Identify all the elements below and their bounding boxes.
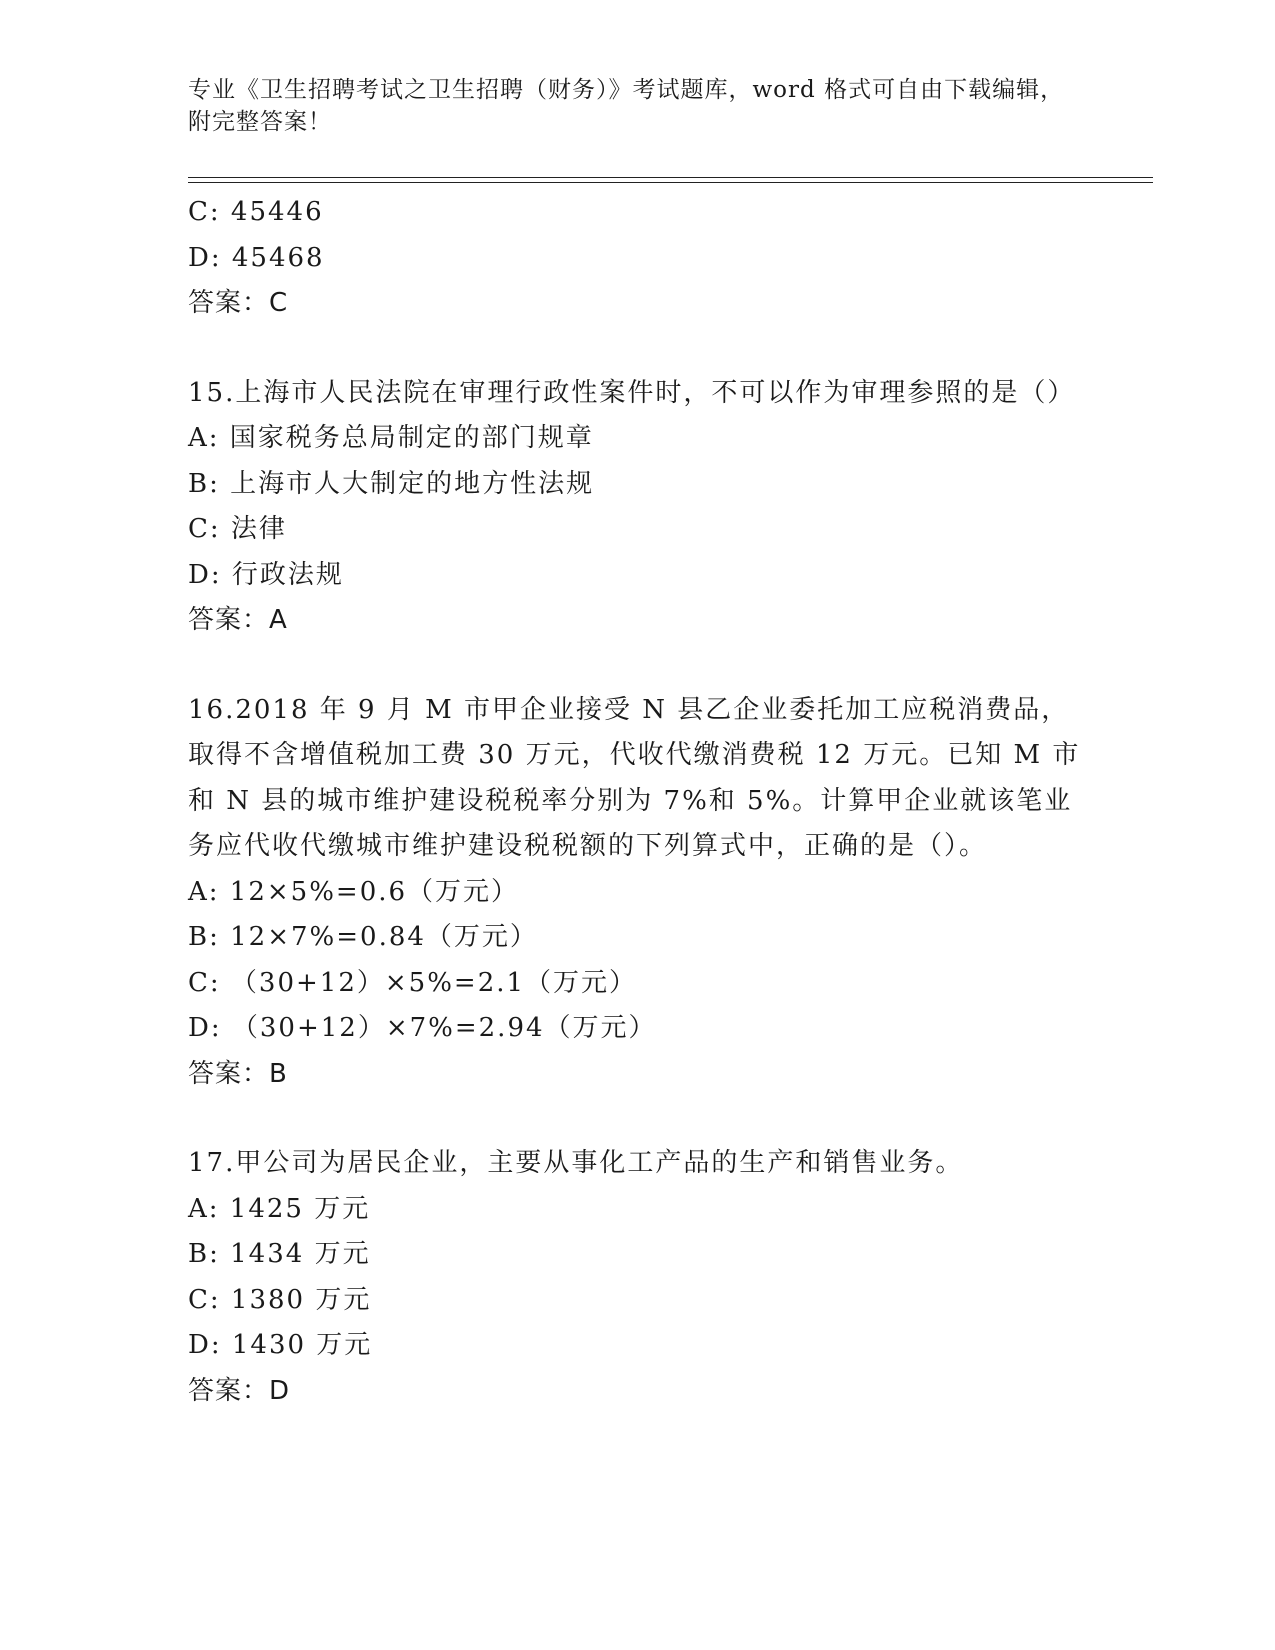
document-body <box>188 190 1088 1414</box>
option-c: C: （30+12）×5%=2.1（万元） <box>188 967 638 998</box>
question-15 <box>188 371 1088 644</box>
answer-line: 答案：D <box>188 1375 291 1406</box>
option-a: A: 国家税务总局制定的部门规章 <box>188 423 594 453</box>
question-14-tail <box>188 190 1088 327</box>
option-d: D: （30+12）×7%=2.94（万元） <box>188 1013 657 1043</box>
answer-line: 答案：C <box>188 288 289 318</box>
question-stem: 17.甲公司为居民企业，主要从事化工产品的生产和销售业务。 <box>188 1148 964 1178</box>
option-b: B: 上海市人大制定的地方性法规 <box>188 468 595 499</box>
question-16 <box>188 688 1088 1098</box>
option-b: B: 1434 万元 <box>188 1239 371 1269</box>
option-d: D: 行政法规 <box>188 559 344 590</box>
option-d: D: 1430 万元 <box>188 1330 373 1360</box>
header-rule-bottom <box>188 182 1153 183</box>
option-a: A: 1425 万元 <box>188 1193 371 1224</box>
document-header: 专业《卫生招聘考试之卫生招聘（财务）》考试题库，word 格式可自由下载编辑，附完整答案！ <box>188 77 1065 135</box>
option-c: C: 1380 万元 <box>188 1284 372 1315</box>
spacer <box>188 644 1088 688</box>
spacer <box>188 1097 1088 1141</box>
header-rule-top <box>188 177 1153 178</box>
question-17 <box>188 1141 1088 1414</box>
spacer <box>188 327 1088 371</box>
option-a: A: 12×5%=0.6（万元） <box>188 876 520 907</box>
option-c: C: 法律 <box>188 514 287 544</box>
answer-line: 答案：A <box>188 605 288 635</box>
answer-line: 答案：B <box>188 1058 288 1089</box>
option-c: C: 45446 <box>188 197 324 227</box>
option-d: D: 45468 <box>188 242 325 273</box>
option-b: B: 12×7%=0.84（万元） <box>188 922 538 952</box>
question-stem: 15.上海市人民法院在审理行政性案件时，不可以作为审理参照的是（） <box>188 377 1076 408</box>
question-stem: 16.2018 年 9 月 M 市甲企业接受 N 县乙企业委托加工应税消费品，取得不含增值税加工费 30 万元，代收代缴消费税 12 万元。已知 M 市和 N 县的城市维护建设税税率分别为 7%和 5%。计算甲企业就该笔业务应代收代缴城市维护建设税税额的下列算式中，正确的是（）。 <box>188 694 1081 861</box>
